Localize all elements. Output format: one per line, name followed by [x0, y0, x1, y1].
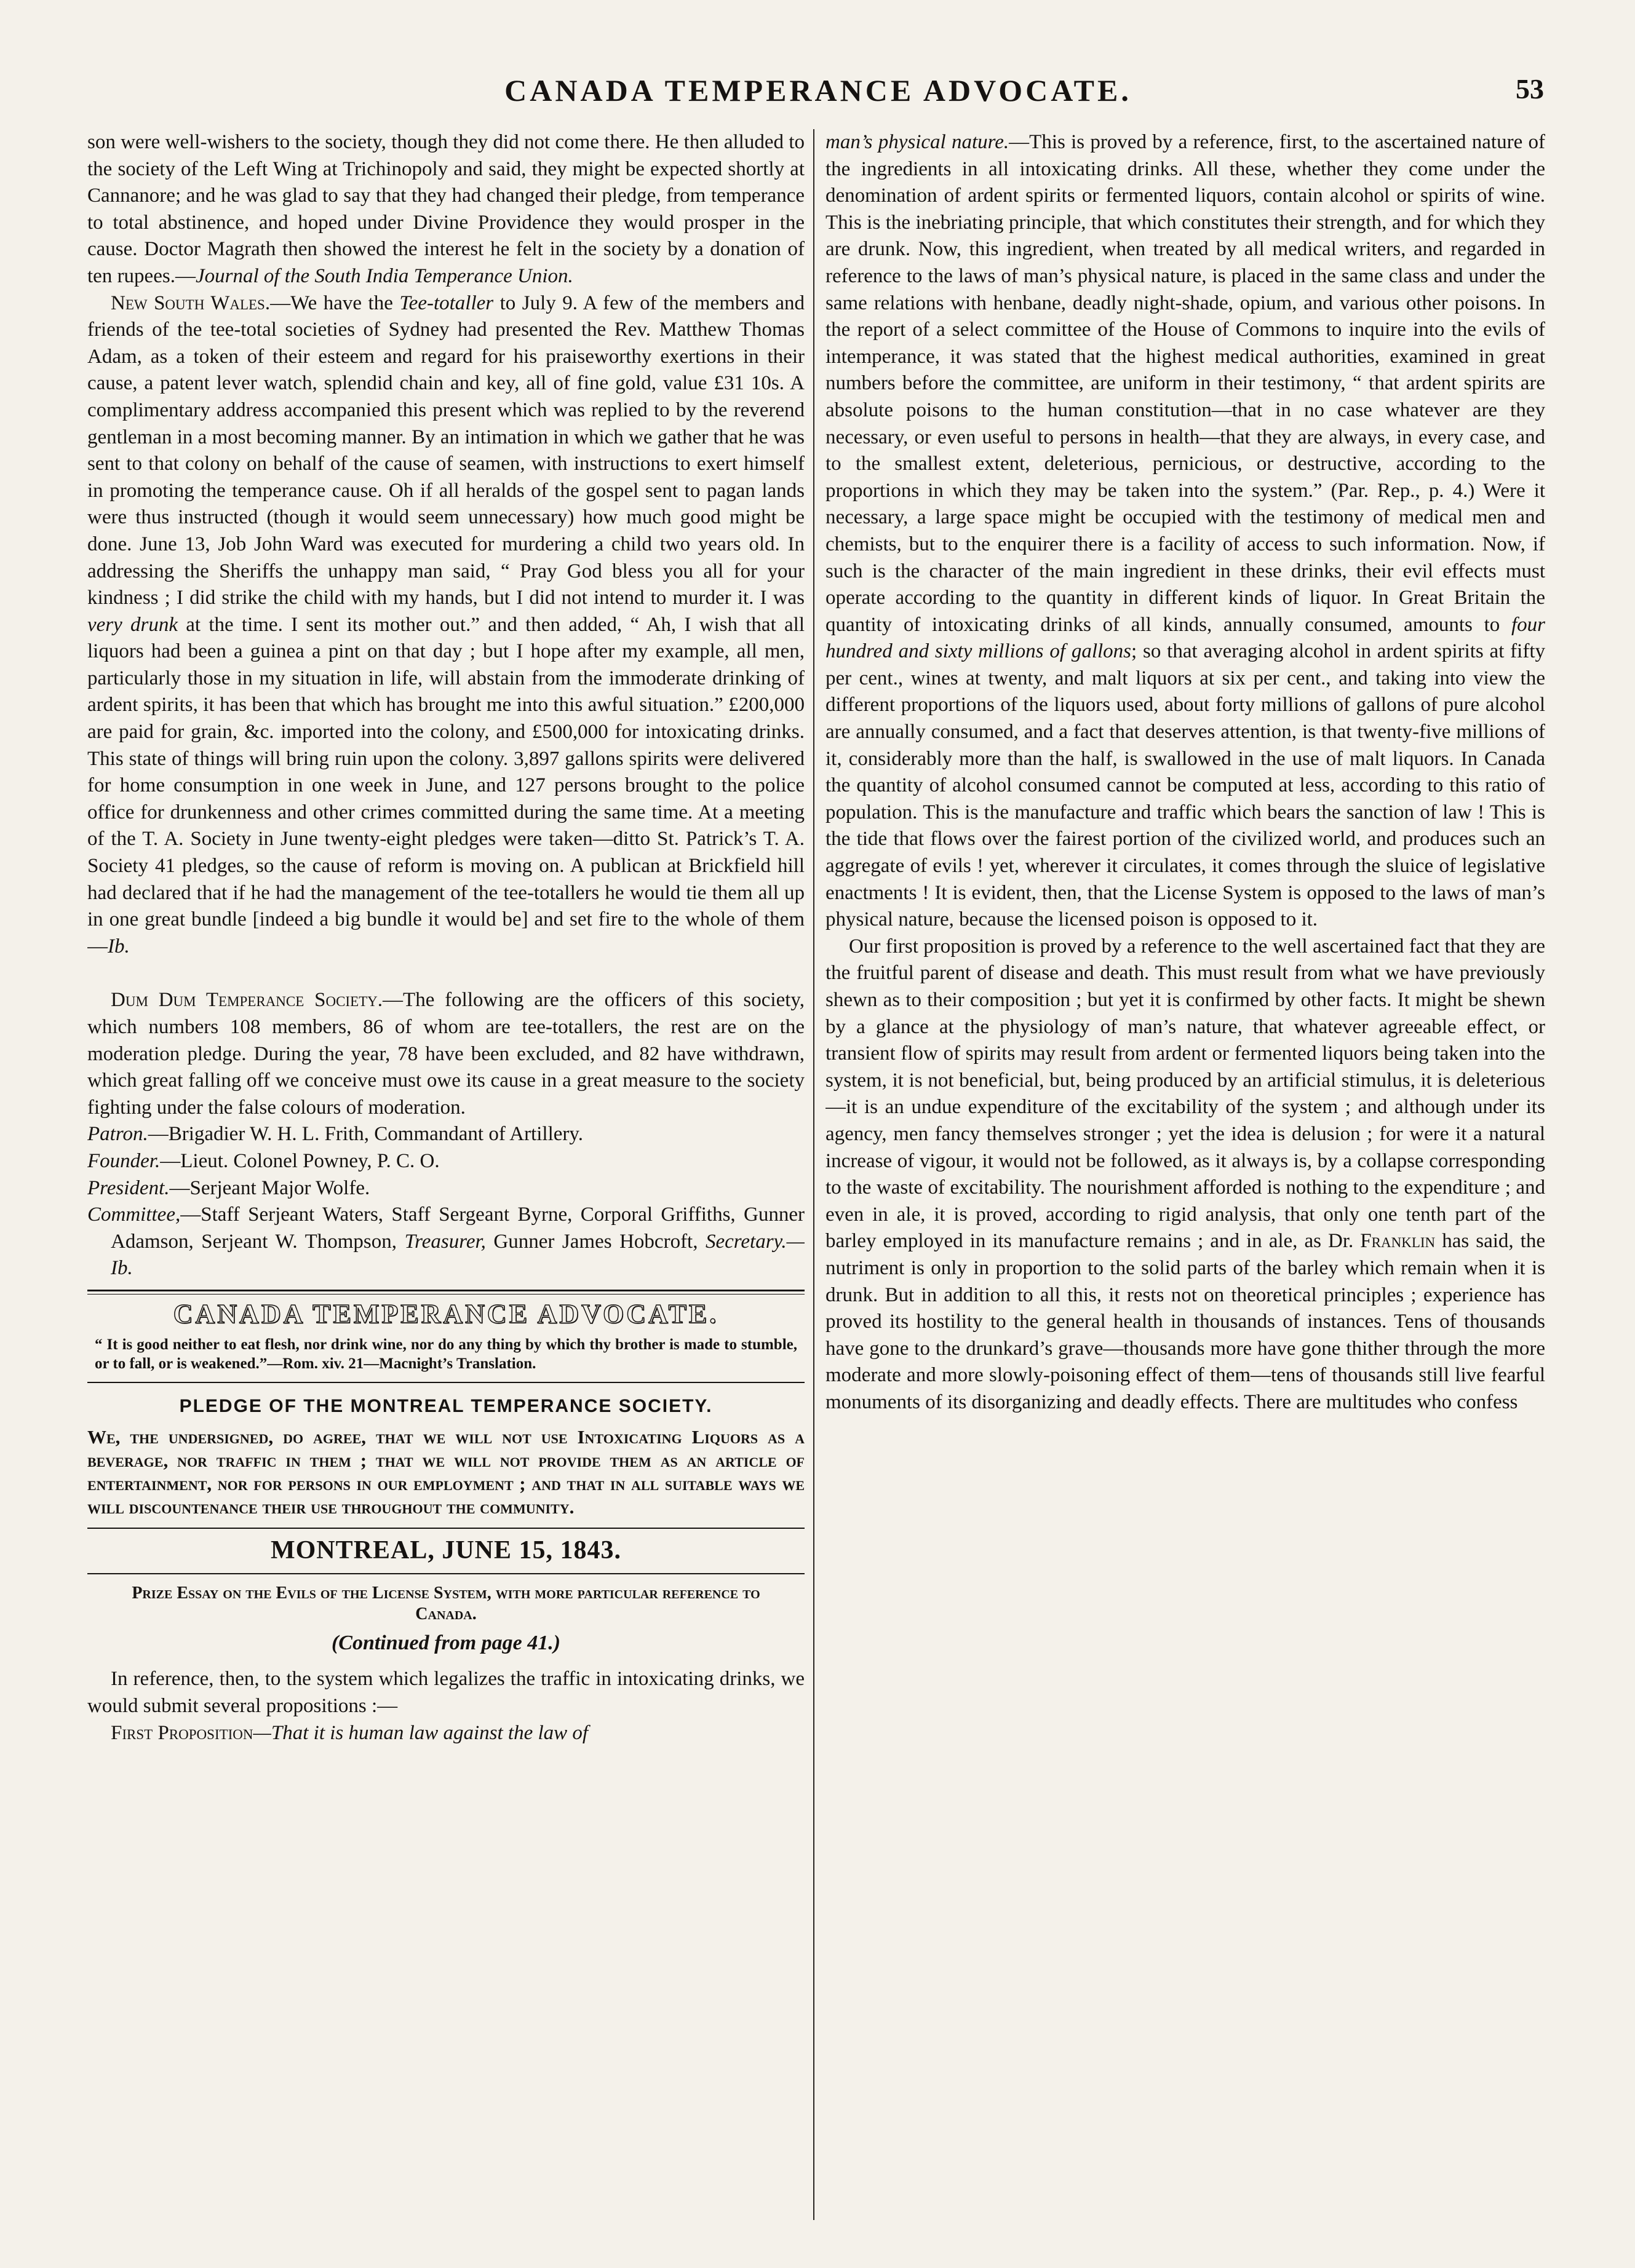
emphasis-text: very drunk [87, 613, 178, 636]
paragraph-text: —This is proved by a reference, first, to the ascertained nature of the ingredients in all intoxicating drinks. All these, whether they come under the denomination of ardent spirits or fermented liquors, contain alcohol or spirits of wine. This is the inebriating principle, that which constitutes their strength, and for which they are drunk. Now, this ingredient, when treated by all medical writers, and regarded in reference to the laws of man’s physical nature, is placed in the same class and under the same relations with henbane, deadly night-shade, opium, and various other poisons. In the report of a select committee of the House of Commons to inquire into the evils of intemperance, it was stated that the highest medical authorities, examined in great numbers before the committee, are uniform in their testimony, “ that ardent spirits are absolute poisons to the human constitution—that in no case whatever are they necessary, or even useful to persons in health—that they are always, in every case, and to the smallest extent, deleterious, pernicious, or destructive, according to the proportions in which they may be taken into the system.” (Par. Rep., p. 4.) Were it necessary, a large space might be occupied with the testimony of medical men and chemists, but to the enquirer there is a facility of access to such information. Now, if such is the character of the main ingredient in these drinks, their evil effects must operate according to the quantity in different kinds of liquor. In Great Britain the quantity of intoxicating drinks of all kinds, annually consumed, amounts to [825, 131, 1545, 636]
paragraph-text: has said, the nutriment is only in proportion to the solid parts of the barley which remain when it is drunk. But in addition to all this, it rests not on theoretical principles ; experience has proved its hostility to the general health in thousands of instances. Tens of thousands have gone to the drunkard’s grave—thousands more have gone thither through the more moderate and more slowly-poisoning effect of them—tens of thousands still live fearful monuments of its disorganizing and deadly effects. There are multitudes who confess [825, 1230, 1545, 1413]
essay-title: Prize Essay on the Evils of the License System, with more particular reference to Canada. [132, 1583, 760, 1624]
paragraph-text: son were well-wishers to the society, though they did not come there. He then alluded to the society of the Left Wing at Trichinopoly and said, they might be expected shortly at Cannanore; and he was glad to say that they had changed their pledge, from temperance to total abstinence, and hoped under Divine Providence they would prosper in the cause. Doctor Magrath then showed the interest he felt in the society by a donation of ten rupees.— [87, 131, 805, 287]
paragraph-text: Our first proposition is proved by a reference to the well ascertained fact that they are the fruitful parent of disease and death. This must result from what we have previously shewn as to their composition ; but yet it is confirmed by other facts. It might be shewn by a glance at the physiology of man’s nature, that whatever agreeable effect, or transient flow of spirits may result from ardent or fermented liquors being taken into the system, it is not beneficial, but, being produced by an artificial stimulus, it is deleterious—it is an undue expenditure of the excitability of the system ; and although under its agency, men fancy themselves stronger ; yet the idea is delusion ; for were it a natural increase of vigour, it would not be followed, as it always is, by a collapse corresponding to the waste of excitability. The nourishment afforded is nothing to the expenditure ; and even in ale, it is proved, according to rigid analysis, that only one tenth part of the barley employed in its manufacture remains ; and in ale, as Dr. [825, 935, 1545, 1253]
officers-list [87, 1121, 805, 1282]
pledge-text: We, the undersigned, do agree, that we will not use Intoxicating Liquors as a beverage, nor traffic in them ; that we will not provide them as an article of entertainment, nor for persons in our employment ; and that in all suitable ways we will discountenance their use throughout the community. [87, 1426, 805, 1518]
officer-name: —Staff Serjeant Waters, Staff Sergeant Byrne, Corporal Griffiths, Gunner Adamson, Serjeant W. Thompson, [111, 1203, 805, 1253]
officer-role: Committee, [87, 1203, 181, 1226]
officer-name: —Brigadier W. H. L. Frith, Commandant of Artillery. [148, 1123, 583, 1146]
pledge-title: PLEDGE OF THE MONTREAL TEMPERANCE SOCIETY. [179, 1395, 713, 1416]
masthead-banner: CANADA TEMPERANCE ADVOCATE. [173, 1298, 719, 1329]
officer-role: Treasurer, [404, 1230, 486, 1253]
scripture-motto: “ It is good neither to eat flesh, nor drink wine, nor do any thing by which thy brother is made to stumble, or to fall, or is weakened.”—Rom. xiv. 21—Macnight’s Translation. [95, 1336, 797, 1372]
source-citation: Ib. [108, 935, 130, 958]
proposition-text: man’s physical nature. [825, 131, 1009, 153]
officer-name: Gunner James Hobcroft, [485, 1230, 706, 1253]
officer-name: —Serjeant Major Wolfe. [169, 1176, 370, 1199]
dateline: MONTREAL, JUNE 15, 1843. [270, 1536, 622, 1565]
person-name: Franklin [1360, 1230, 1436, 1253]
rule [87, 1573, 805, 1574]
paragraph-madras-report [87, 129, 805, 290]
officer-role: Founder. [87, 1149, 161, 1172]
section-lead: First Proposition [111, 1721, 253, 1744]
paragraph-dum-dum [87, 987, 805, 1121]
officer-role: Patron. [87, 1123, 148, 1146]
paragraph-text: to July 9. A few of the members and friends of the tee-total societies of Sydney had presented the Rev. Matthew Thomas Adam, as a token of their esteem and regard for his praiseworthy exertions in their cause, a patent lever watch, splendid chain and key, all of fine gold, value £31 10s. A complimentary address accompanied this present which was replied to by the reverend gentleman in a most becoming manner. By an intimation in which we gather that he was sent to that colony on behalf of the cause of seamen, with instructions to exert himself in promoting the temperance cause. Oh if all heralds of the gospel sent to pagan lands were thus instructed (though it would seem unnecessary) how much good might be done. June 13, Job John Ward was executed for murdering a child two years old. In addressing the Sheriffs the unhappy man said, “ Pray God bless you all for your kindness ; I did strike the child with my hands, but I did not intend to murder it. I was [87, 291, 805, 609]
paragraph-text: ; so that averaging alcohol in ardent spirits at fifty per cent., wines at twenty, and malt liquors at six per cent., and taking into view the different proportions of the liquors used, about forty millions of gallons of pure alcohol are annually consumed, and a fact that deserves attention, is that twenty-five millions of it, considerably more than the half, is swallowed in the use of malt liquors. In Canada the quantity of alcohol consumed cannot be computed at less, according to this ratio of population. This is the manufacture and traffic which bears the sanction of law ! This is the tide that flows over the fairest portion of the civilized world, and produces such an aggregate of evils ! yet, wherever it circulates, it comes through the sluice of legislative enactments ! It is evident, then, that the License System is opposed to the laws of man’s physical nature, because the licensed poison is opposed to it. [825, 640, 1545, 931]
officer-role: President. [87, 1176, 170, 1199]
section-lead: New South Wales. [111, 291, 271, 314]
right-column [825, 129, 1545, 2220]
double-rule [87, 1290, 805, 1295]
left-column [87, 129, 805, 2220]
proposition-text: —That it is human law against the law of [253, 1721, 589, 1744]
paragraph-new-south-wales [87, 290, 805, 961]
page-number: 53 [1516, 73, 1544, 105]
officer-entry [87, 1202, 805, 1282]
spacer [87, 960, 805, 987]
paragraph-disease-death [825, 934, 1545, 1416]
officer-name: —Lieut. Colonel Powney, P. C. O. [160, 1149, 440, 1172]
section-lead: Dum Dum Temperance Society. [111, 989, 383, 1012]
officer-role: Secretary.—Ib. [111, 1230, 805, 1280]
officer-entry [87, 1121, 805, 1148]
newspaper-name: Tee-totaller [399, 291, 494, 314]
column-divider [813, 129, 814, 2220]
page-header [92, 68, 1544, 117]
paragraph-physical-nature [825, 129, 1545, 934]
officer-entry [87, 1175, 805, 1202]
officer-entry [87, 1148, 805, 1175]
first-proposition [87, 1720, 805, 1747]
rule [87, 1528, 805, 1529]
essay-paragraph: In reference, then, to the system which legalizes the traffic in intoxicating drinks, we would submit several propositions :— [87, 1668, 805, 1717]
running-title: CANADA TEMPERANCE ADVOCATE. [504, 73, 1132, 108]
paragraph-text: —The following are the officers of this society, which numbers 108 members, 86 of whom are tee-totallers, the rest are on the moderation pledge. During the year, 78 have been excluded, and 82 have withdrawn, which great falling off we conceive must owe its cause in a great measure to the society fighting under the false colours of moderation. [87, 989, 805, 1119]
paragraph-text: at the time. I sent its mother out.” and then added, “ Ah, I wish that all liquors had been a guinea a pint on that day ; but I hope after my example, all men, particularly those in my situation in life, will abstain from the immoderate drinking of ardent spirits, it has been that which has brought me into this awful situation.” £200,000 are paid for grain, &c. imported into the colony, and £500,000 for intoxicating drinks. This state of things will bring ruin upon the colony. 3,897 gallons spirits were delivered for home consumption in one week in June, and 127 persons brought to the police office for drunkenness and other crimes committed during the same time. At a meeting of the T. A. Society in June twenty-eight pledges were taken—ditto St. Patrick’s T. A. Society 41 pledges, so the cause of reform is moving on. A publican at Brickfield hill had declared that if he had the management of the tee-totallers he would tie them all up in one great bundle [indeed a big bundle it would be] and set fire to the whole of them— [87, 613, 805, 958]
rule [87, 1382, 805, 1383]
emphasis-text: four hundred and sixty millions of gallons [825, 613, 1545, 663]
continued-note: (Continued from page 41.) [331, 1631, 561, 1654]
source-citation: Journal of the South India Temperance Union. [195, 264, 573, 287]
paragraph-text: —We have the [270, 291, 400, 314]
